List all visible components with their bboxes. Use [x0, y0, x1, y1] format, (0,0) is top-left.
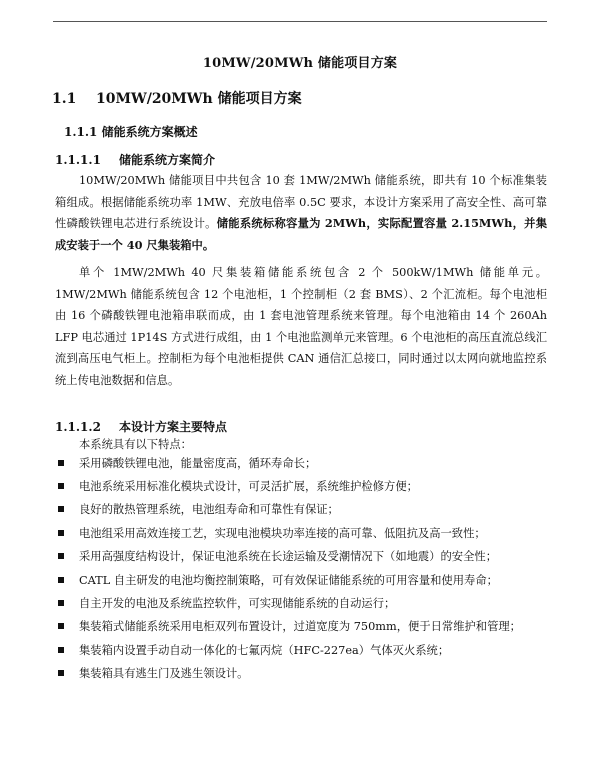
list-item: 采用高强度结构设计，保证电池系统在长途运输及受潮情况下（如地震）的安全性； [55, 545, 547, 568]
subsection-heading-text: 储能系统方案概述 [101, 125, 198, 139]
section-number: 1.1 [52, 91, 77, 107]
system-composition-paragraph: 单个 1MW/2MWh 40 尺集装箱储能系统包含 2 个 500kW/1MWh 储能单元。1MW/2MWh 储能系统包含 12 个电池柜，1 个控制柜（2 套 BMS）、2 个汇流柜。每个电池柜由 16 个磷酸铁锂电池箱串联而成，由 1 套电池管理系统来管理。每个电池箱由 14 个 260Ah LFP 电芯通过 1P14S 方式进行成组，由 1 个电池监测单元来管理。6 个电池柜的高压直流总线汇流到高压电气柜上。控制柜为每个电池柜提供 CAN 通信汇总接口，同时通过以太网向就地监控系统上传电池数据和信息。 [55, 266, 547, 387]
subsubsection-heading-1-1-1-1 [55, 151, 215, 168]
bullet-square-icon [58, 577, 64, 583]
header-rule [53, 21, 547, 22]
bullet-square-icon [58, 530, 64, 536]
features-intro: 本系统具有以下特点： [79, 438, 192, 451]
subsubsection-heading-1-1-1-2 [55, 418, 227, 435]
list-item: CATL 自主研发的电池均衡控制策略，可有效保证储能系统的可用容量和使用寿命； [55, 568, 547, 591]
list-item: 自主开发的电池及系统监控软件，可实现储能系统的自动运行； [55, 591, 547, 614]
subsubsection-number: 1.1.1.2 [55, 420, 101, 434]
bullet-square-icon [58, 670, 64, 676]
list-item: 集装箱具有逃生门及逃生领设计。 [55, 662, 547, 685]
bullet-square-icon [58, 506, 64, 512]
subsubsection-heading-text: 储能系统方案简介 [119, 153, 216, 167]
subsubsection-number: 1.1.1.1 [55, 153, 101, 167]
subsection-heading-1-1-1 [64, 123, 198, 140]
system-overview-paragraph [55, 170, 547, 256]
subsection-number: 1.1.1 [64, 125, 98, 139]
paragraph-text: 10MW/20MWh 储能项目中共包含 10 套 1MW/2MWh 储能系统，即共有 10 个标准集装箱组成。根据储能系统功率 1MW、充放电倍率 0.5C 要求，本设计方案采用了高安全性、高可靠性磷酸铁锂电芯进行系统设计。 [55, 174, 547, 231]
bullet-square-icon [58, 623, 64, 629]
list-item: 良好的散热管理系统，电池组寿命和可靠性有保证； [55, 498, 547, 521]
bullet-square-icon [58, 483, 64, 489]
paragraph-bold-text: 储能系统标称容量为 2MWh，实际配置容量 2.15MWh，并集成安装于一个 40 尺集装箱中。 [55, 216, 547, 252]
feature-list [55, 451, 547, 685]
list-item: 电池组采用高效连接工艺，实现电池模块功率连接的高可靠、低阻抗及高一致性； [55, 521, 547, 544]
bullet-square-icon [58, 600, 64, 606]
list-item: 电池系统采用标准化模块式设计，可灵活扩展，系统维护检修方便； [55, 474, 547, 497]
section-heading-1-1 [52, 88, 302, 108]
bullet-square-icon [58, 460, 64, 466]
bullet-square-icon [58, 553, 64, 559]
document-title: 10MW/20MWh 储能项目方案 [202, 56, 398, 71]
list-item: 采用磷酸铁锂电池，能量密度高，循环寿命长； [55, 451, 547, 474]
section-heading-text: 10MW/20MWh 储能项目方案 [96, 91, 302, 107]
list-item: 集装箱内设置手动自动一体化的七氟丙烷（HFC-227ea）气体灭火系统； [55, 638, 547, 661]
subsubsection-heading-text: 本设计方案主要特点 [119, 420, 228, 434]
bullet-square-icon [58, 647, 64, 653]
list-item: 集装箱式储能系统采用电柜双列布置设计，过道宽度为 750mm，便于日常维护和管理； [55, 615, 547, 638]
